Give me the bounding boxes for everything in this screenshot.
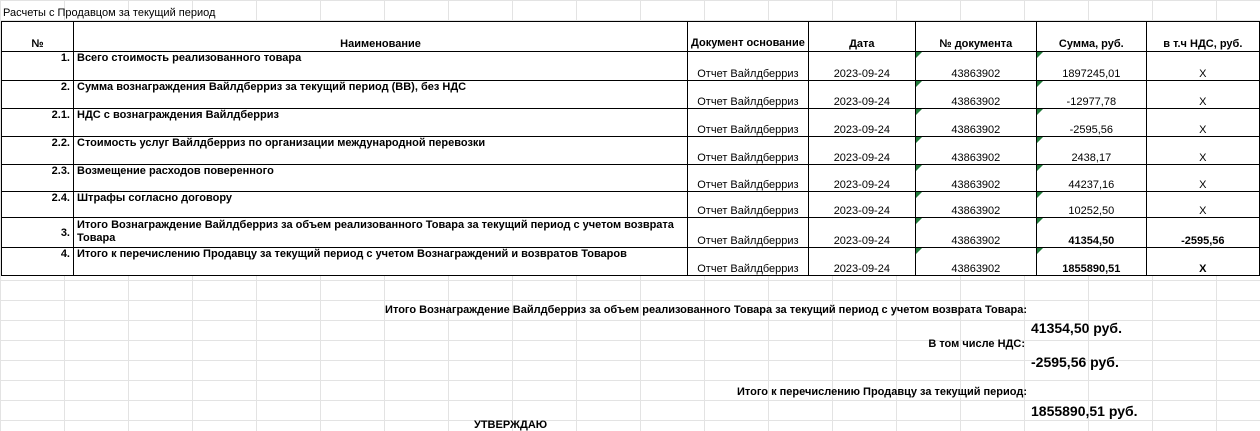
row-docnum[interactable]: 43863902 bbox=[915, 137, 1036, 165]
row-num[interactable]: 2.1. bbox=[2, 109, 74, 137]
row-vat[interactable]: X bbox=[1146, 165, 1259, 192]
row-num[interactable]: 1. bbox=[2, 52, 74, 81]
header-row bbox=[2, 22, 1260, 52]
row-doc[interactable]: Отчет Вайлдберриз bbox=[688, 192, 809, 218]
row-sum[interactable]: 10252,50 bbox=[1036, 192, 1146, 218]
row-name[interactable]: Всего стоимость реализованного товара bbox=[74, 52, 688, 81]
row-sum[interactable]: 41354,50 bbox=[1036, 218, 1146, 248]
row-vat[interactable]: X bbox=[1146, 248, 1259, 276]
row-doc[interactable]: Отчет Вайлдберриз bbox=[688, 137, 809, 165]
row-name[interactable]: Стоимость услуг Вайлдберриз по организации международной перевозки bbox=[74, 137, 688, 165]
table-row bbox=[2, 165, 1260, 192]
payout-total-value[interactable]: 1855890,51 руб. bbox=[1031, 403, 1138, 419]
row-name[interactable]: Возмещение расходов поверенного bbox=[74, 165, 688, 192]
row-date[interactable]: 2023-09-24 bbox=[808, 218, 915, 248]
vat-total-value[interactable]: -2595,56 руб. bbox=[1031, 354, 1119, 370]
row-docnum[interactable]: 43863902 bbox=[915, 218, 1036, 248]
settlement-table bbox=[1, 21, 1260, 276]
row-docnum[interactable]: 43863902 bbox=[915, 81, 1036, 109]
row-doc[interactable]: Отчет Вайлдберриз bbox=[688, 81, 809, 109]
table-row bbox=[2, 109, 1260, 137]
row-sum[interactable]: 44237,16 bbox=[1036, 165, 1146, 192]
col-header-num[interactable]: № bbox=[2, 22, 74, 52]
row-date[interactable]: 2023-09-24 bbox=[808, 81, 915, 109]
payout-total-label: Итого к перечислению Продавцу за текущий период: bbox=[737, 386, 1027, 398]
row-doc[interactable]: Отчет Вайлдберриз bbox=[688, 218, 809, 248]
approval-heading: УТВЕРЖДАЮ bbox=[474, 419, 548, 431]
col-header-vat[interactable]: в т.ч НДС, руб. bbox=[1146, 22, 1259, 52]
row-date[interactable]: 2023-09-24 bbox=[808, 137, 915, 165]
row-vat[interactable]: X bbox=[1146, 192, 1259, 218]
row-name[interactable]: Штрафы согласно договору bbox=[74, 192, 688, 218]
table-row bbox=[2, 248, 1260, 276]
row-num[interactable]: 2. bbox=[2, 81, 74, 109]
row-num[interactable]: 4. bbox=[2, 248, 74, 276]
row-num[interactable]: 3. bbox=[2, 218, 74, 248]
table-row bbox=[2, 218, 1260, 248]
row-date[interactable]: 2023-09-24 bbox=[808, 248, 915, 276]
row-docnum[interactable]: 43863902 bbox=[915, 165, 1036, 192]
sheet-title: Расчеты с Продавцом за текущий период bbox=[3, 7, 216, 19]
table-row bbox=[2, 52, 1260, 81]
row-date[interactable]: 2023-09-24 bbox=[808, 52, 915, 81]
row-num[interactable]: 2.4. bbox=[2, 192, 74, 218]
table-row bbox=[2, 192, 1260, 218]
row-sum[interactable]: 2438,17 bbox=[1036, 137, 1146, 165]
row-docnum[interactable]: 43863902 bbox=[915, 248, 1036, 276]
table-row bbox=[2, 137, 1260, 165]
col-header-sum[interactable]: Сумма, руб. bbox=[1036, 22, 1146, 52]
row-name[interactable]: Сумма вознаграждения Вайлдберриз за текущий период (ВВ), без НДС bbox=[74, 81, 688, 109]
col-header-doc[interactable]: Документ основание bbox=[688, 22, 809, 52]
row-num[interactable]: 2.2. bbox=[2, 137, 74, 165]
row-sum[interactable]: -12977,78 bbox=[1036, 81, 1146, 109]
col-header-docnum[interactable]: № документа bbox=[915, 22, 1036, 52]
row-date[interactable]: 2023-09-24 bbox=[808, 165, 915, 192]
row-sum[interactable]: 1897245,01 bbox=[1036, 52, 1146, 81]
row-docnum[interactable]: 43863902 bbox=[915, 52, 1036, 81]
row-vat[interactable]: X bbox=[1146, 52, 1259, 81]
row-doc[interactable]: Отчет Вайлдберриз bbox=[688, 165, 809, 192]
row-vat[interactable]: X bbox=[1146, 137, 1259, 165]
row-vat[interactable]: X bbox=[1146, 109, 1259, 137]
col-header-name[interactable]: Наименование bbox=[74, 22, 688, 52]
table-row bbox=[2, 81, 1260, 109]
row-doc[interactable]: Отчет Вайлдберриз bbox=[688, 109, 809, 137]
reward-total-label: Итого Вознаграждение Вайлдберриз за объем реализованного Товара за текущий период с учетом возврата Товара: bbox=[385, 304, 1027, 316]
row-doc[interactable]: Отчет Вайлдберриз bbox=[688, 52, 809, 81]
row-docnum[interactable]: 43863902 bbox=[915, 192, 1036, 218]
reward-total-value[interactable]: 41354,50 руб. bbox=[1031, 320, 1122, 336]
row-sum[interactable]: 1855890,51 bbox=[1036, 248, 1146, 276]
col-header-date[interactable]: Дата bbox=[808, 22, 915, 52]
row-name[interactable]: Итого Вознаграждение Вайлдберриз за объем реализованного Товара за текущий период с учетом возврата Товара bbox=[74, 218, 688, 248]
row-docnum[interactable]: 43863902 bbox=[915, 109, 1036, 137]
row-sum[interactable]: -2595,56 bbox=[1036, 109, 1146, 137]
row-num[interactable]: 2.3. bbox=[2, 165, 74, 192]
row-name[interactable]: НДС с вознаграждения Вайлдберриз bbox=[74, 109, 688, 137]
row-doc[interactable]: Отчет Вайлдберриз bbox=[688, 248, 809, 276]
vat-total-label: В том числе НДС: bbox=[928, 338, 1025, 350]
row-vat[interactable]: -2595,56 bbox=[1146, 218, 1259, 248]
row-date[interactable]: 2023-09-24 bbox=[808, 192, 915, 218]
row-name[interactable]: Итого к перечислению Продавцу за текущий период с учетом Вознаграждений и возвратов Товаров bbox=[74, 248, 688, 276]
row-date[interactable]: 2023-09-24 bbox=[808, 109, 915, 137]
row-vat[interactable]: X bbox=[1146, 81, 1259, 109]
